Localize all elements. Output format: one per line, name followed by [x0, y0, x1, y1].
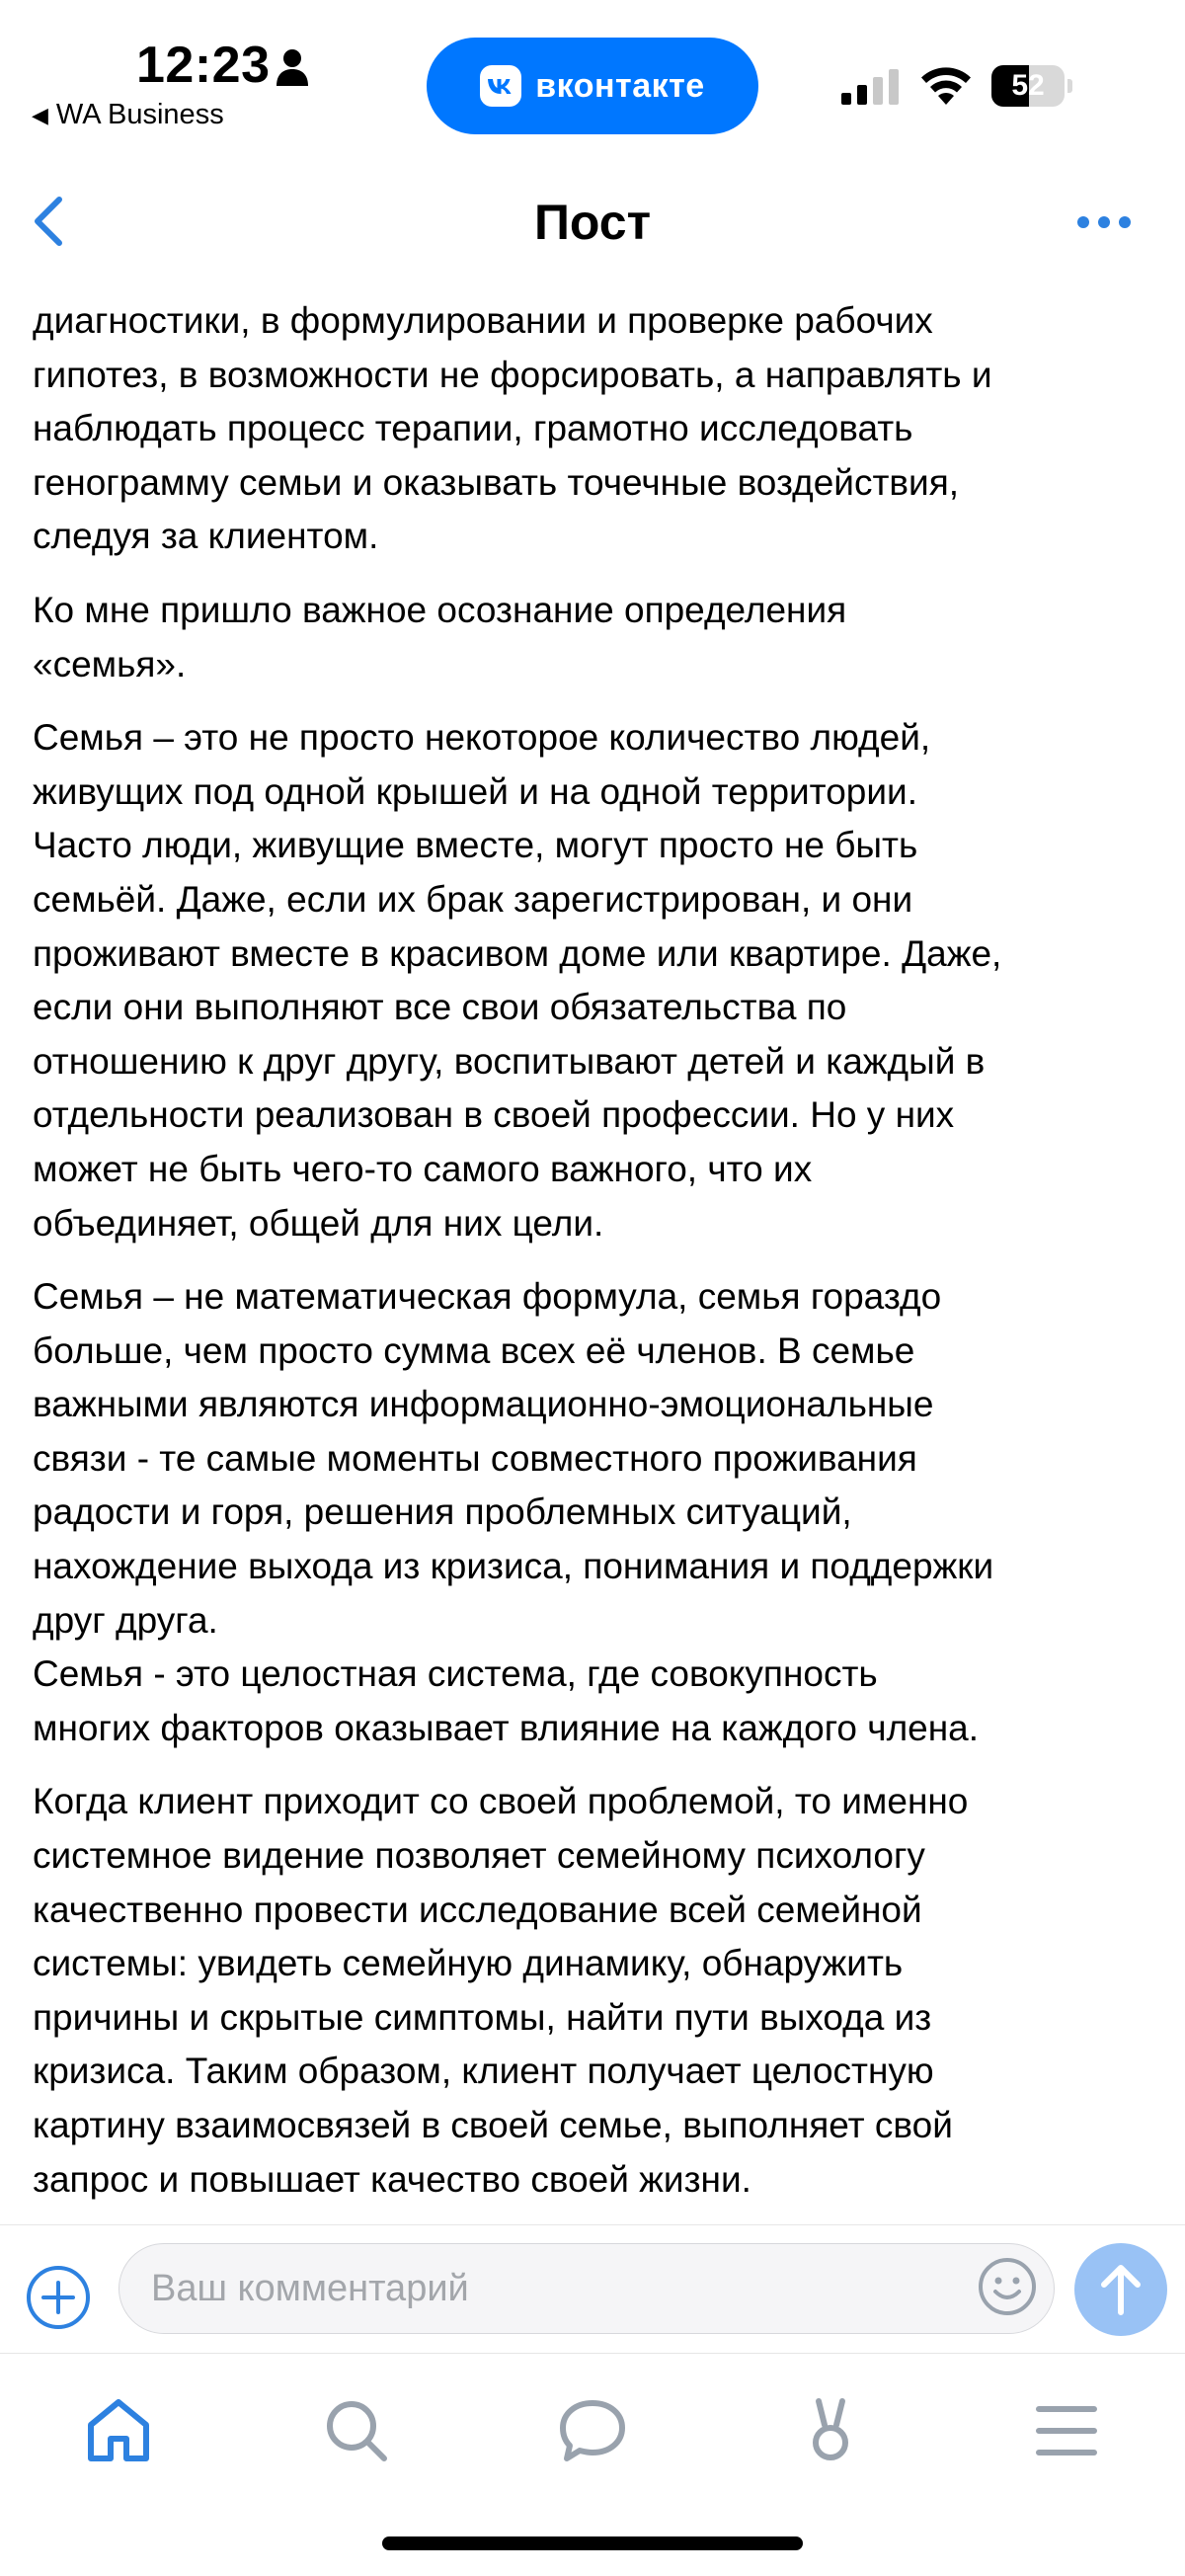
post-paragraph: [33, 711, 1158, 1250]
post-paragraph: [33, 584, 1158, 691]
comment-bar: [0, 2224, 1185, 2354]
cellular-signal-icon: [841, 69, 901, 105]
arrow-up-icon: [1074, 2243, 1167, 2336]
smile-icon[interactable]: [976, 2255, 1039, 2318]
home-indicator: [382, 2536, 803, 2550]
person-icon: [275, 47, 310, 87]
post-text: [33, 294, 1158, 2226]
post-text-line: гипотез, в возможности не форсировать, а направлять и: [33, 354, 992, 395]
back-to-app-link[interactable]: [32, 99, 224, 131]
post-text-line: отношению к друг другу, воспитывают детей и каждый в: [33, 1040, 986, 1082]
post-text-line: связи - те самые моменты совместного проживания: [33, 1437, 917, 1479]
post-text-line: кризиса. Таким образом, клиент получает целостную: [33, 2051, 934, 2092]
post-text-line: проживают вместе в красивом доме или квартире. Даже,: [33, 932, 1002, 974]
post-paragraph: [33, 294, 1158, 564]
post-text-line: семьёй. Даже, если их брак зарегистрирован, и они: [33, 878, 913, 920]
status-time: 12:23: [136, 37, 271, 94]
post-text-line: Часто люди, живущие вместе, могут просто не быть: [33, 825, 918, 866]
back-triangle-icon: ◀: [32, 102, 48, 127]
vk-logo-icon: [480, 65, 521, 107]
post-text-line: причины и скрытые симптомы, найти пути выхода из: [33, 1996, 932, 2038]
post-text-line: Когда клиент приходит со своей проблемой, то именно: [33, 1781, 969, 1822]
battery-percent: 52: [1011, 69, 1045, 102]
tab-menu[interactable]: [1029, 2393, 1104, 2468]
app-pill-label: вконтакте: [535, 66, 705, 105]
tab-messages[interactable]: [555, 2393, 630, 2468]
page-title: Пост: [533, 195, 652, 250]
app-pill[interactable]: [427, 38, 758, 134]
wifi-icon: [918, 65, 974, 107]
more-horizontal-icon[interactable]: [1076, 215, 1132, 229]
post-text-line: важными являются информационно-эмоциональные: [33, 1384, 934, 1425]
tab-home[interactable]: [81, 2393, 156, 2468]
post-text-line: системное видение позволяет семейному психологу: [33, 1835, 925, 1877]
comment-input[interactable]: [118, 2243, 1055, 2334]
post-text-line: радости и горя, решения проблемных ситуаций,: [33, 1491, 852, 1533]
post-text-line: больше, чем просто сумма всех её членов. В семье: [33, 1329, 915, 1371]
plus-circle-icon[interactable]: [24, 2263, 93, 2332]
tab-clips[interactable]: [793, 2393, 868, 2468]
tab-search[interactable]: [319, 2393, 394, 2468]
post-text-line: Ко мне пришло важное осознание определения: [33, 589, 847, 630]
post-text-line: объединяет, общей для них цели.: [33, 1202, 604, 1244]
post-text-line: нахождение выхода из кризиса, понимания и поддержки: [33, 1546, 994, 1587]
post-text-line: «семья».: [33, 643, 187, 684]
status-bar: [0, 0, 1185, 148]
send-button[interactable]: [1074, 2243, 1167, 2336]
post-text-line: генограмму семьи и оказывать точечные воздействия,: [33, 461, 960, 503]
post-text-line: друг друга.: [33, 1599, 218, 1641]
post-text-line: Семья – не математическая формула, семья гораздо: [33, 1276, 942, 1318]
post-text-line: живущих под одной крышей и на одной территории.: [33, 770, 917, 812]
post-paragraph: [33, 1775, 1158, 2207]
post-text-line: картину взаимосвязей в своей семье, выполняет свой: [33, 2105, 953, 2145]
post-text-line: системы: увидеть семейную динамику, обнаружить: [33, 1943, 904, 1984]
post-text-line: если они выполняют все свои обязательства по: [33, 987, 847, 1028]
post-text-line: отдельности реализован в своей профессии. Но у них: [33, 1094, 955, 1136]
post-header: [0, 168, 1185, 277]
post-text-line: Семья – это не просто некоторое количество людей,: [33, 717, 931, 759]
post-text-line: наблюдать процесс терапии, грамотно исследовать: [33, 408, 913, 449]
back-app-label: WA Business: [55, 99, 224, 130]
post-text-line: Семья - это целостная система, где совокупность: [33, 1653, 878, 1695]
post-text-line: запрос и повышает качество своей жизни.: [33, 2158, 751, 2200]
post-text-line: следуя за клиентом.: [33, 516, 379, 557]
post-text-line: диагностики, в формулировании и проверке рабочих: [33, 300, 933, 341]
post-paragraph: [33, 1270, 1158, 1755]
post-text-line: качественно провести исследование всей семейной: [33, 1889, 922, 1930]
post-text-line: многих факторов оказывает влияние на каждого члена.: [33, 1707, 980, 1748]
battery-icon: [991, 65, 1072, 107]
post-text-line: может не быть чего-то самого важного, что их: [33, 1148, 813, 1189]
